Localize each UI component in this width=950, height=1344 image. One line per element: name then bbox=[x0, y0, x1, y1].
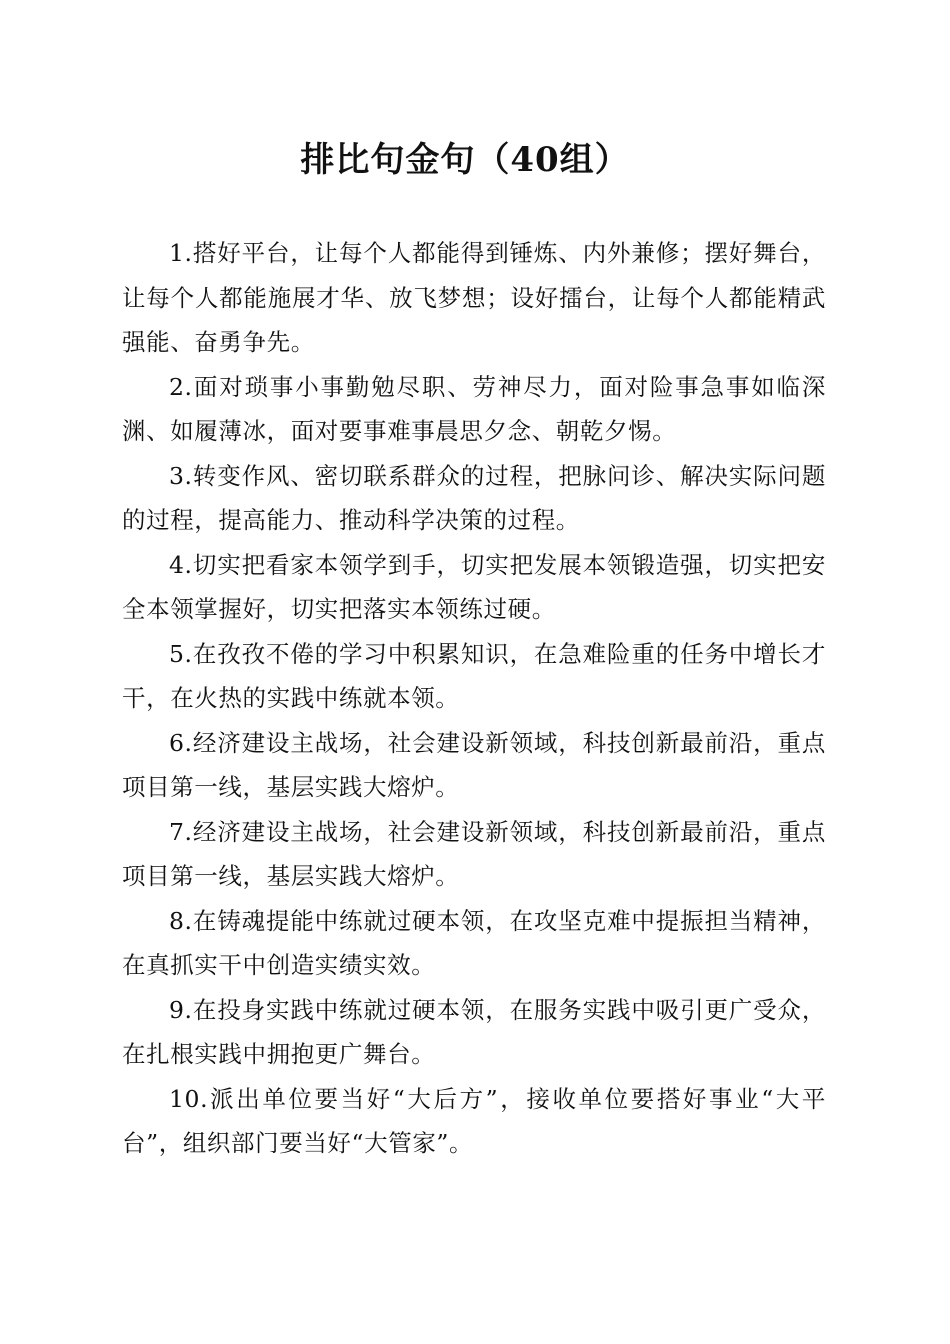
paragraph-2: 2.面对琐事小事勤勉尽职、劳神尽力，面对险事急事如临深渊、如履薄冰，面对要事难事晨思夕念、朝乾夕惕。 bbox=[122, 372, 826, 445]
paragraph-5: 5.在孜孜不倦的学习中积累知识，在急难险重的任务中增长才干，在火热的实践中练就本领。 bbox=[122, 639, 826, 712]
paragraph-1: 1.搭好平台，让每个人都能得到锤炼、内外兼修；摆好舞台，让每个人都能施展才华、放飞梦想；设好擂台，让每个人都能精武强能、奋勇争先。 bbox=[122, 239, 826, 356]
paragraph-3: 3.转变作风、密切联系群众的过程，把脉问诊、解决实际问题的过程，提高能力、推动科学决策的过程。 bbox=[122, 461, 826, 534]
paragraph-10: 10.派出单位要当好“大后方”，接收单位要搭好事业“大平台”，组织部门要当好“大管家”。 bbox=[122, 1084, 826, 1157]
document-body bbox=[122, 231, 826, 1166]
paragraph-9: 9.在投身实践中练就过硬本领，在服务实践中吸引更广受众，在扎根实践中拥抱更广舞台。 bbox=[122, 995, 826, 1068]
paragraph-6: 6.经济建设主战场，社会建设新领域，科技创新最前沿，重点项目第一线，基层实践大熔炉。 bbox=[122, 728, 826, 801]
page-title: 排比句金句（40组） bbox=[300, 140, 630, 180]
paragraph-7: 7.经济建设主战场，社会建设新领域，科技创新最前沿，重点项目第一线，基层实践大熔炉。 bbox=[122, 817, 826, 890]
paragraph-8: 8.在铸魂提能中练就过硬本领，在攻坚克难中提振担当精神，在真抓实干中创造实绩实效。 bbox=[122, 906, 826, 979]
paragraph-4: 4.切实把看家本领学到手，切实把发展本领锻造强，切实把安全本领掌握好，切实把落实本领练过硬。 bbox=[122, 550, 826, 623]
